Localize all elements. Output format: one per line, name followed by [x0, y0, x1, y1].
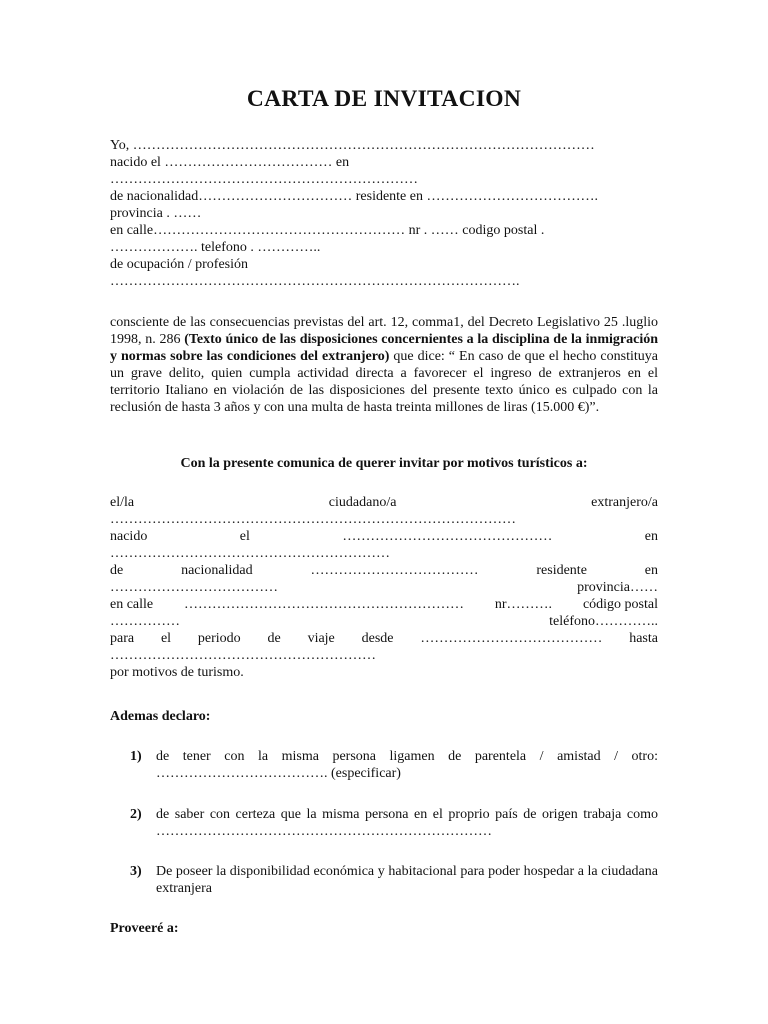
- sender-birthplace-line: …………………………………………………………: [110, 172, 418, 187]
- text-fragment: residente: [536, 563, 587, 578]
- text-fragment: de: [267, 631, 281, 646]
- text-fragment: periodo: [197, 631, 241, 646]
- text-fragment: el: [160, 631, 172, 646]
- text-fragment: extranjero/a: [591, 495, 658, 510]
- invite-heading: Con la presente comunica de querer invitar por motivos turísticos a:: [180, 456, 588, 471]
- sender-street-line: en calle……………………………………………… nr . …… codigo postal .: [110, 223, 545, 238]
- text-fragment: …………………………………: [420, 631, 603, 646]
- item-number: 3): [130, 864, 142, 879]
- text-fragment: provincia……: [577, 580, 658, 595]
- text-fragment: en: [644, 529, 658, 544]
- guest-street-line: [110, 596, 658, 613]
- guest-period-end-line: …………………………………………………: [110, 648, 376, 663]
- legal-text-start: consciente de las consecuencias previstas del art. 12, comma1, del Decreto Legislativo 25 .luglio 1998, n. 286: [110, 315, 658, 347]
- guest-birth-line: [110, 528, 658, 545]
- legal-text-end: que dice: “ En caso de que el hecho constituya un grave delito, quien cumpla actividad directa a favorecer el ingreso de extranjeros en el territorio Italiano en violación de las disposiciones del presente texto único es culpado con la reclusión de hasta 3 años y con una multa de hasta treinta millones de liras (15.000 €)”.: [110, 349, 658, 415]
- guest-birthplace-line: ……………………………………………………: [110, 546, 390, 561]
- text-fragment: el: [239, 529, 250, 544]
- text-fragment: nacido: [110, 529, 148, 544]
- declaration-item: [130, 863, 658, 897]
- item-text: De poseer la disponibilidad económica y habitacional para poder hospedar a la ciudadana extranjera: [156, 864, 658, 896]
- ademas-heading: Ademas declaro:: [110, 709, 211, 724]
- text-fragment: desde: [361, 631, 394, 646]
- guest-purpose-line: por motivos de turismo.: [110, 665, 244, 680]
- item-number: 1): [130, 749, 142, 764]
- guest-period-line: [110, 630, 658, 647]
- guest-province-line: [110, 579, 658, 596]
- text-fragment: hasta: [629, 631, 658, 646]
- text-fragment: en calle: [110, 597, 154, 612]
- sender-occupation-line: …………………………………………………………………………….: [110, 274, 520, 289]
- sender-nationality-line: de nacionalidad…………………………… residente en ……………………………….: [110, 189, 598, 204]
- sender-province-line: provincia . ……: [110, 206, 202, 221]
- text-fragment: en: [644, 563, 658, 578]
- proveere-heading: Proveeré a:: [110, 921, 179, 936]
- guest-section: [110, 494, 658, 681]
- sender-name-line: Yo, ………………………………………………………………………………………: [110, 138, 595, 153]
- guest-citizen-line: [110, 494, 658, 511]
- text-fragment: ciudadano/a: [328, 495, 397, 510]
- text-fragment: para: [110, 631, 135, 646]
- text-fragment: nacionalidad: [181, 563, 253, 578]
- sender-occupation-label: de ocupación / profesión: [110, 257, 249, 272]
- document-title: CARTA DE INVITACION: [246, 86, 522, 112]
- guest-name-line: ……………………………………………………………………………: [110, 512, 516, 527]
- guest-phone-line: [110, 613, 658, 630]
- text-fragment: teléfono…………..: [549, 614, 658, 629]
- sender-birth-line: nacido el ……………………………… en: [110, 155, 350, 170]
- text-fragment: el/la: [110, 495, 135, 510]
- text-fragment: código postal: [582, 597, 658, 612]
- guest-nationality-line: [110, 562, 658, 579]
- legal-paragraph: [110, 314, 658, 416]
- declaration-item: [130, 748, 658, 782]
- text-fragment: nr……….: [494, 597, 553, 612]
- declaration-item: [130, 806, 658, 840]
- item-text: de tener con la misma persona ligamen de parentela / amistad / otro: ………………………………. (especificar): [156, 749, 658, 781]
- text-fragment: ……………: [110, 614, 180, 629]
- text-fragment: ………………………………: [310, 563, 479, 578]
- text-fragment: viaje: [307, 631, 335, 646]
- text-fragment: ………………………………………: [342, 529, 553, 544]
- item-text: de saber con certeza que la misma persona en el proprio país de origen trabaja como ………………………………………………………………: [156, 807, 658, 839]
- sender-section: [110, 137, 658, 290]
- text-fragment: de: [110, 563, 124, 578]
- legal-text-bold: (Texto único de las disposiciones concernientes a la disciplina de la inmigración y normas sobre las condiciones del extranjero): [110, 332, 658, 364]
- item-number: 2): [130, 807, 142, 822]
- text-fragment: ………………………………: [110, 580, 278, 595]
- text-fragment: ……………………………………………………: [184, 597, 465, 612]
- sender-phone-line: ………………. telefono . …………..: [110, 240, 321, 255]
